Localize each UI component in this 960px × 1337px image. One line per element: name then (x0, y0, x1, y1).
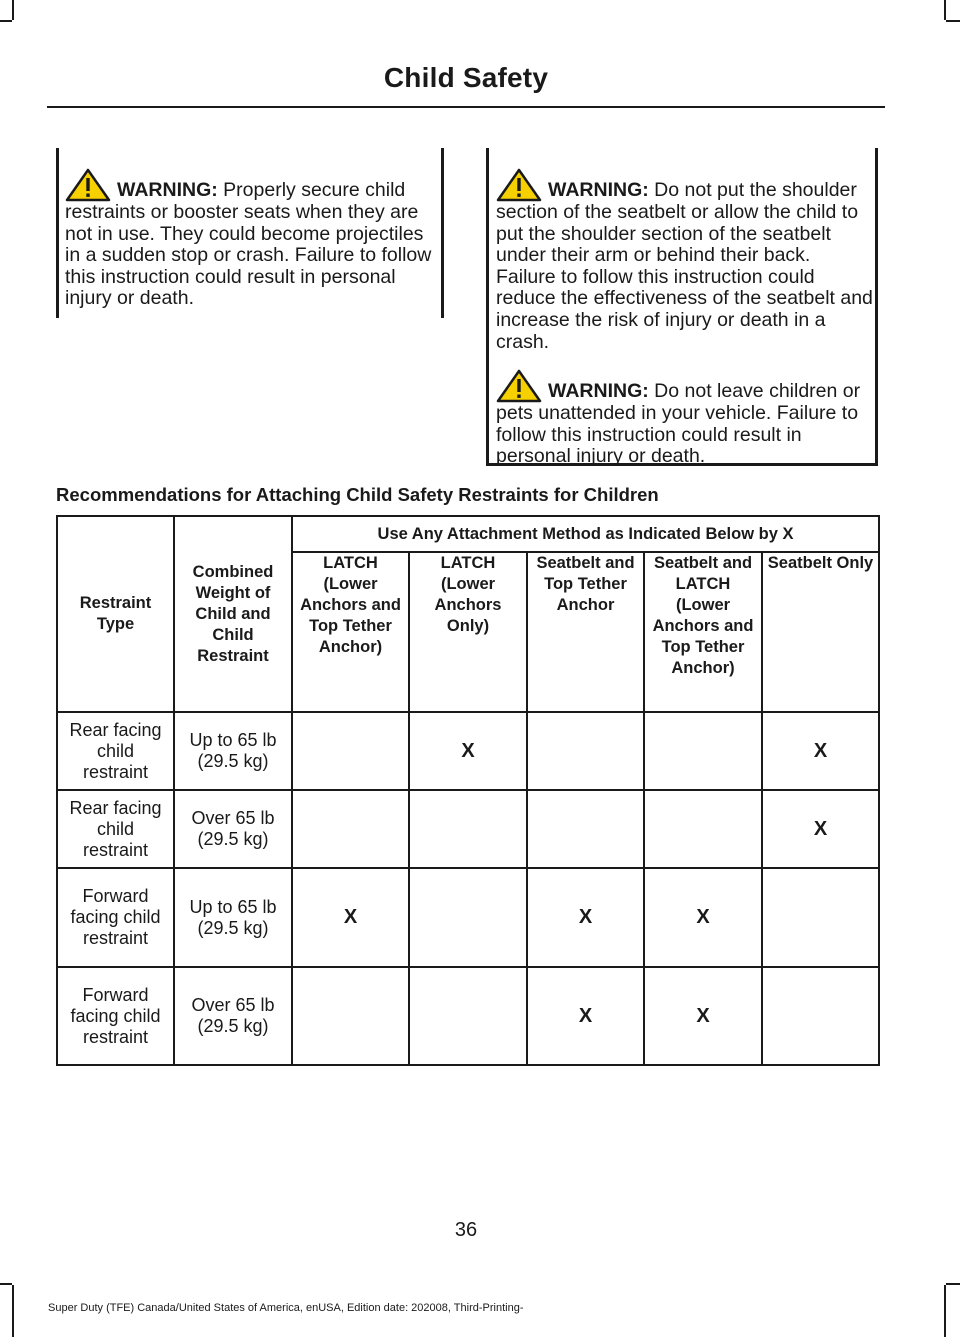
column-header-method: LATCH (Lower Anchors and Top Tether Anchor) (292, 552, 409, 712)
method-mark-cell (762, 868, 879, 967)
method-mark-cell: X (644, 868, 762, 967)
weight-cell: Over 65 lb (29.5 kg) (174, 967, 292, 1065)
column-header-combined-weight: Combined Weight of Child and Child Restraint (174, 516, 292, 712)
method-mark-cell: X (762, 790, 879, 868)
warning-paragraph (65, 148, 441, 310)
method-mark-cell: X (292, 868, 409, 967)
warning-box-right (486, 148, 878, 466)
crop-mark (0, 20, 12, 22)
column-header-method: Seatbelt and LATCH (Lower Anchors and Top Tether Anchor) (644, 552, 762, 712)
warning-label: WARNING: (548, 380, 649, 403)
section-title: Recommendations for Attaching Child Safety Restraints for Children (56, 484, 659, 505)
warning-box-left (56, 148, 444, 318)
method-mark-cell: X (762, 712, 879, 790)
crop-mark (946, 1283, 960, 1285)
footer-edition-info: Super Duty (TFE) Canada/United States of America, enUSA, Edition date: 202008, Third-Printing- (48, 1302, 524, 1314)
restraint-type-cell: Forward facing child restraint (57, 967, 174, 1065)
warning-paragraph (496, 148, 875, 353)
crop-mark (944, 0, 946, 20)
crop-mark (12, 0, 14, 20)
method-mark-cell (292, 790, 409, 868)
warning-text: Do not put the shoulder section of the seatbelt or allow the child to put the shoulder section of the seatbelt under their arm or behind their back. Failure to follow this instruction could reduce the effectiveness of the seatbelt and increase the risk of injury or death in a crash. (496, 179, 873, 353)
attachment-recommendations-table (56, 515, 880, 1066)
warning-text: Do not leave children or pets unattended in your vehicle. Failure to follow this instruction could result in personal injury or death. (496, 380, 861, 468)
method-mark-cell (409, 967, 527, 1065)
table-row (57, 967, 879, 1065)
method-mark-cell (644, 712, 762, 790)
method-mark-cell (409, 868, 527, 967)
warning-triangle-icon (496, 168, 542, 202)
restraint-type-cell: Rear facing child restraint (57, 712, 174, 790)
restraint-type-cell: Forward facing child restraint (57, 868, 174, 967)
table-row (57, 790, 879, 868)
column-header-method: Seatbelt Only (762, 552, 879, 712)
weight-cell: Over 65 lb (29.5 kg) (174, 790, 292, 868)
warning-paragraph (496, 353, 875, 468)
warning-label: WARNING: (548, 179, 649, 201)
weight-cell: Up to 65 lb (29.5 kg) (174, 868, 292, 967)
method-mark-cell (527, 712, 644, 790)
method-mark-cell: X (527, 967, 644, 1065)
column-header-restraint-type: Restraint Type (57, 516, 174, 712)
crop-mark (946, 20, 960, 22)
column-header-method: LATCH (Lower Anchors Only) (409, 552, 527, 712)
crop-mark (944, 1285, 946, 1337)
method-mark-cell (762, 967, 879, 1065)
method-mark-cell (644, 790, 762, 868)
column-header-method: Seatbelt and Top Tether Anchor (527, 552, 644, 712)
table-row (57, 712, 879, 790)
method-mark-cell (409, 790, 527, 868)
restraint-type-cell: Rear facing child restraint (57, 790, 174, 868)
warning-text: Properly secure child restraints or booster seats when they are not in use. They could become projectiles in a sudden stop or crash. Failure to follow this instruction could result in personal injury or death. (65, 179, 432, 310)
table-row (57, 868, 879, 967)
header-divider (47, 106, 885, 108)
group-header-attachment-method: Use Any Attachment Method as Indicated Below by X (292, 516, 879, 552)
crop-mark (12, 1285, 14, 1337)
method-mark-cell (292, 712, 409, 790)
page-number: 36 (454, 1219, 478, 1241)
page-title: Child Safety (383, 62, 549, 93)
method-mark-cell: X (644, 967, 762, 1065)
warning-triangle-icon (65, 168, 111, 202)
warning-triangle-icon (496, 369, 542, 403)
method-mark-cell: X (527, 868, 644, 967)
weight-cell: Up to 65 lb (29.5 kg) (174, 712, 292, 790)
method-mark-cell (292, 967, 409, 1065)
method-mark-cell (527, 790, 644, 868)
warning-label: WARNING: (117, 179, 218, 201)
method-mark-cell: X (409, 712, 527, 790)
crop-mark (0, 1283, 12, 1285)
